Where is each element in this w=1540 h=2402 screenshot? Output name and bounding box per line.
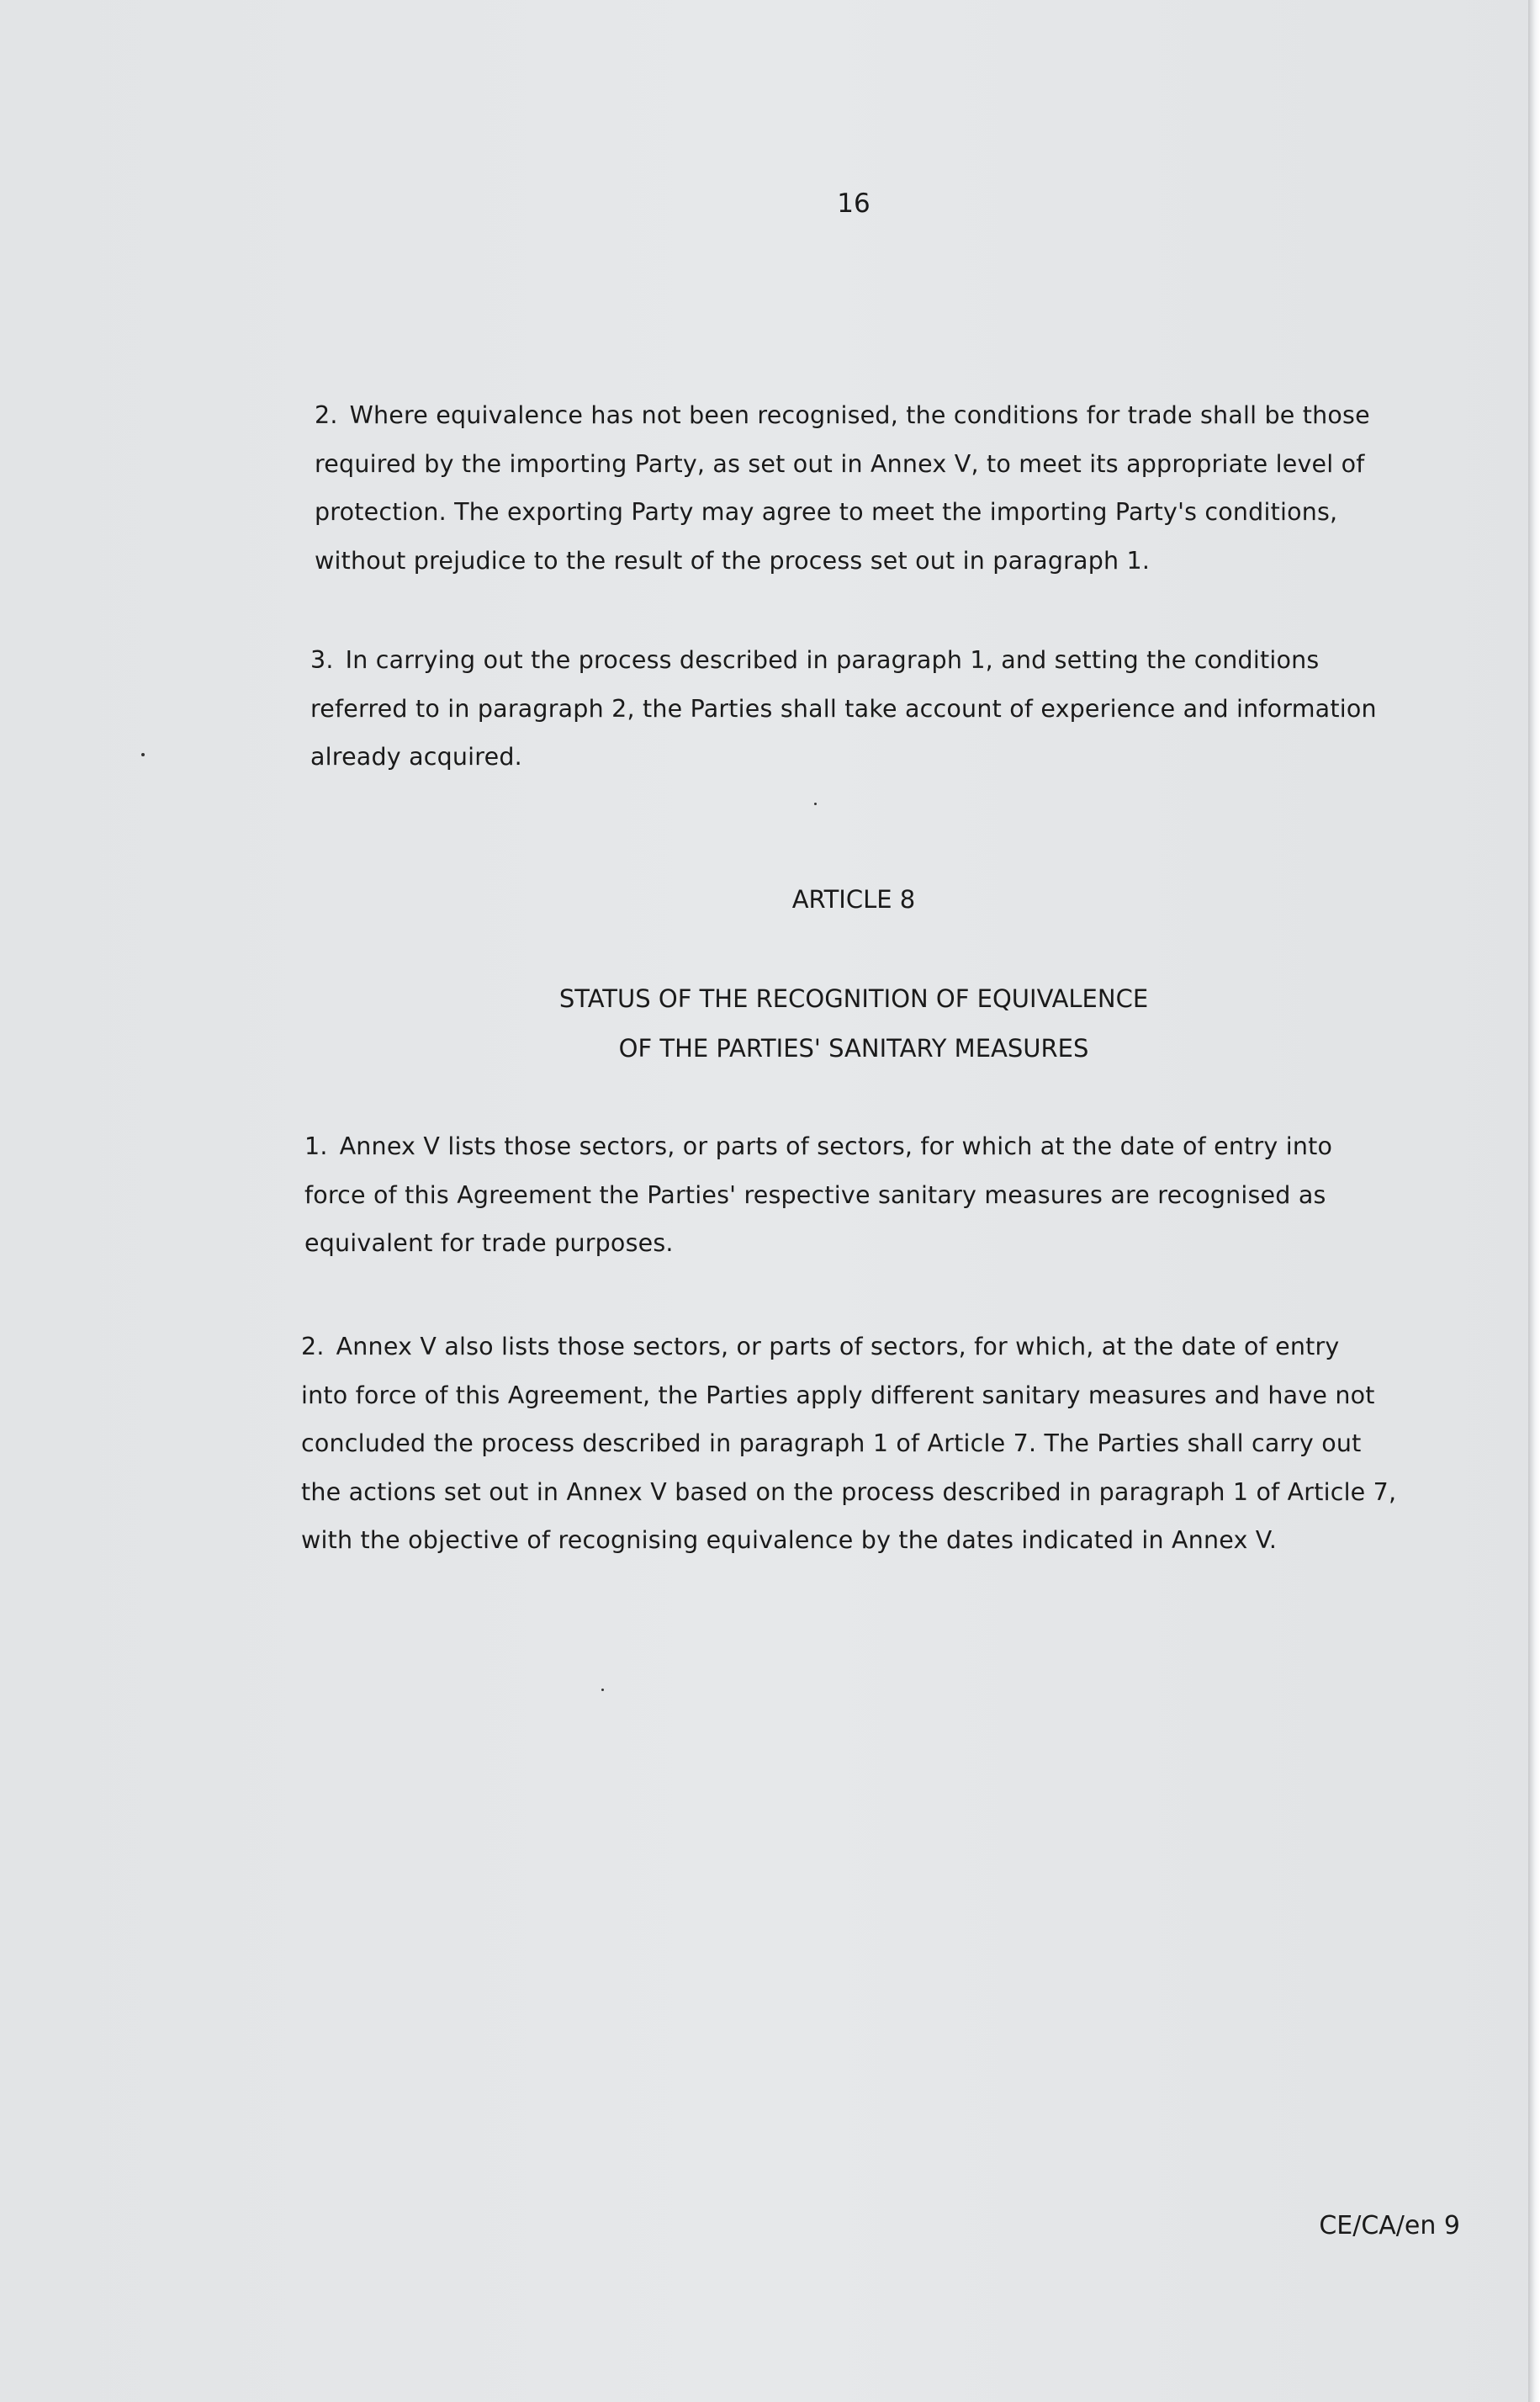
article-title-line-1: STATUS OF THE RECOGNITION OF EQUIVALENCE <box>558 984 1149 1013</box>
paragraph-number: 2. <box>301 1333 325 1360</box>
scan-speck <box>814 803 817 805</box>
scan-speck <box>141 753 145 756</box>
paragraph-line: Annex V also lists those sectors, or parts of sectors, for which, at the date of entry <box>336 1333 1340 1360</box>
paragraph-2-art7 <box>315 391 1370 585</box>
paragraph-3-art7 <box>310 636 1377 782</box>
paragraph-line: Annex V lists those sectors, or parts of sectors, for which at the date of entry into <box>339 1132 1333 1160</box>
paragraph-number: 2. <box>315 401 338 429</box>
paragraph-line: In carrying out the process described in paragraph 1, and setting the conditions <box>345 646 1320 674</box>
paragraph-1-art8 <box>304 1122 1332 1268</box>
paragraph-line: referred to in paragraph 2, the Parties shall take account of experience and information <box>310 694 1377 723</box>
scan-speck <box>601 1689 604 1691</box>
paragraph-line: the actions set out in Annex V based on the process described in paragraph 1 of Article 7, <box>301 1477 1397 1506</box>
article-title-line-2: OF THE PARTIES' SANITARY MEASURES <box>618 1034 1089 1063</box>
paragraph-line: already acquired. <box>310 743 522 771</box>
paragraph-number: 1. <box>304 1132 328 1160</box>
document-code: CE/CA/en 9 <box>1319 2211 1460 2240</box>
page-edge <box>1528 0 1540 2402</box>
paragraph-line: with the objective of recognising equivalence by the dates indicated in Annex V. <box>301 1526 1278 1554</box>
paragraph-line: concluded the process described in paragraph 1 of Article 7. The Parties shall carry out <box>301 1429 1362 1457</box>
paragraph-2-art8 <box>301 1323 1396 1565</box>
paragraph-line: required by the importing Party, as set out in Annex V, to meet its appropriate level of <box>315 449 1365 478</box>
paragraph-number: 3. <box>310 646 334 674</box>
paragraph-line: without prejudice to the result of the process set out in paragraph 1. <box>315 546 1151 575</box>
paragraph-line: protection. The exporting Party may agree to meet the importing Party's conditions, <box>315 498 1338 526</box>
page-number: 16 <box>837 188 871 219</box>
paragraph-line: force of this Agreement the Parties' respective sanitary measures are recognised as <box>304 1180 1326 1209</box>
article-heading: ARTICLE 8 <box>791 885 916 914</box>
paragraph-line: Where equivalence has not been recognised, the conditions for trade shall be those <box>349 401 1370 429</box>
paragraph-line: equivalent for trade purposes. <box>304 1229 674 1257</box>
paragraph-line: into force of this Agreement, the Parties apply different sanitary measures and have not <box>301 1381 1375 1409</box>
